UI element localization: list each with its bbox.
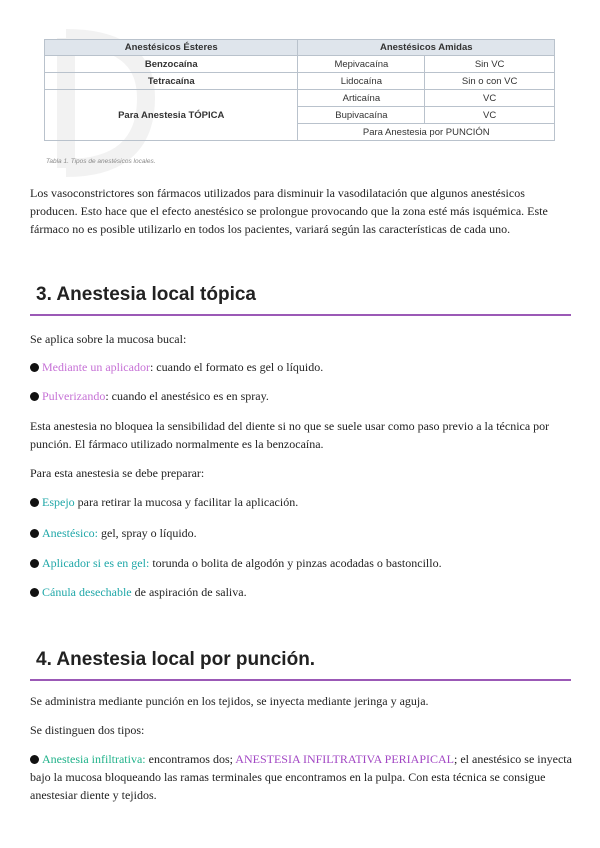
table-row [45,56,555,73]
list-term: Anestésico: [42,526,98,540]
table-caption: Tabla 1. Tipos de anestésicos locales. [46,158,156,165]
header-amidas: Anestésicos Amidas [298,40,555,56]
section-3-title: 3. Anestesia local tópica [36,284,256,305]
cell-amida: Bupivacaína [298,107,425,124]
section-3-paragraph: Esta anestesia no bloquea la sensibilidad del diente si no que se suele usar como paso previo a la técnica por punción. El fármaco utilizado normalmente es la benzocaína. [30,419,550,451]
table-row [45,90,555,107]
table-row [45,73,555,90]
section-4-types: Se distinguen dos tipos: [30,723,145,737]
cell-puncion: Para Anestesia por PUNCIÓN [298,124,555,141]
cell-ester: Benzocaína [45,56,298,73]
cell-amida: Lidocaína [298,73,425,90]
section-3-prepare: Para esta anestesia se debe preparar: [30,466,205,480]
bullet-item-infiltrativa [30,750,575,804]
list-term: Cánula desechable [42,585,132,599]
bullet-text: : cuando el formato es gel o líquido. [149,360,324,374]
bullet-item-pulverizando [30,387,575,405]
bullet-icon [30,392,39,401]
cell-ester: Tetracaína [45,73,298,90]
cell-amida: Mepivacaína [298,56,425,73]
header-esteres: Anestésicos Ésteres [45,40,298,56]
bullet-icon [30,588,39,597]
intro-paragraph: Los vasoconstrictores son fármacos utilizados para disminuir la vasodilatación que algunos anestésicos producen. Esto hace que el efecto anestésico se prolongue provocando que la zona esté más isquémica. Este fármaco no es posible utilizarlo en todos los pacientes, variará según las características de cada uno. [30,186,548,236]
section-4-title: 4. Anestesia local por punción. [36,649,316,670]
highlight-term: ANESTESIA INFILTRATIVA PERIAPICAL [235,752,454,766]
cell-vc: VC [425,90,555,107]
list-item-espejo [30,493,575,511]
list-text: gel, spray o líquido. [98,526,197,540]
anesthetics-table [44,39,555,141]
bullet-item-aplicador [30,358,575,376]
bullet-text: : cuando el anestésico es en spray. [105,389,269,403]
cell-amida: Articaína [298,90,425,107]
table-header-row [45,40,555,56]
list-item-canula [30,583,575,601]
section-3-divider [30,314,571,316]
bullet-text: encontramos dos; [145,752,236,766]
list-item-aplicador [30,554,575,572]
bullet-icon [30,755,39,764]
cell-vc: Sin o con VC [425,73,555,90]
section-3-lead: Se aplica sobre la mucosa bucal: [30,332,187,346]
bullet-term: Anestesia infiltrativa: [42,752,146,766]
list-term: Espejo [42,495,75,509]
list-text: de aspiración de saliva. [131,585,247,599]
list-item-anestesico [30,524,575,542]
list-text: torunda o bolita de algodón y pinzas acodadas o bastoncillo. [149,556,442,570]
bullet-term: Pulverizando [42,389,106,403]
bullet-icon [30,363,39,372]
bullet-text-continued: ; el anestésico se inyecta bajo la mucosa bloqueando las ramas terminales que encontramos en la pulpa. Con esta técnica se consigue anestesiar diente y tejidos. [30,752,572,802]
list-term: Aplicador si es en gel: [42,556,150,570]
cell-vc: VC [425,107,555,124]
bullet-icon [30,498,39,507]
bullet-term: Mediante un aplicador [42,360,150,374]
cell-vc: Sin VC [425,56,555,73]
section-4-lead: Se administra mediante punción en los tejidos, se inyecta mediante jeringa y aguja. [30,694,429,708]
bullet-icon [30,559,39,568]
bullet-icon [30,529,39,538]
cell-topica: Para Anestesia TÓPICA [45,90,298,141]
list-text: para retirar la mucosa y facilitar la aplicación. [74,495,299,509]
section-4-divider [30,679,571,681]
